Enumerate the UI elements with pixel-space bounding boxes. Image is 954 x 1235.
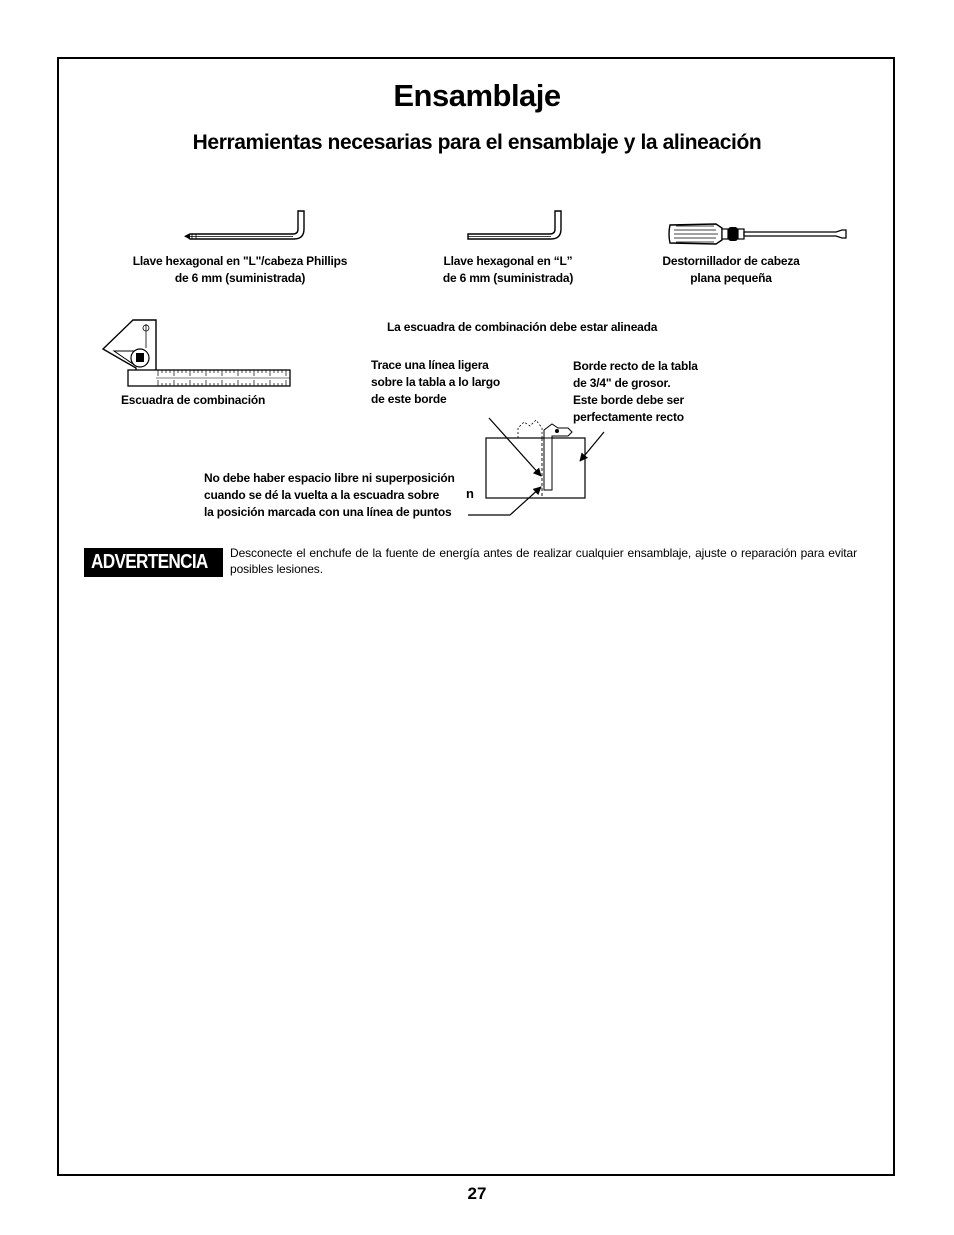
hex-key-label: Llave hexagonal en “L” de 6 mm (suministrada) (442, 254, 574, 285)
page-title: Ensamblaje (393, 78, 561, 113)
warning-text: Desconecte el enchufe de la fuente de energía antes de realizar cualquier ensamblaje, ajuste o reparación para evitar posibles lesiones. (230, 546, 857, 576)
marker-label: n (466, 486, 474, 501)
page-subtitle: Herramientas necesarias para el ensamblaje y la alineación (192, 131, 762, 154)
warning-badge (84, 548, 223, 577)
hex-key-phillips-label: Llave hexagonal en "L"/cabeza Phillips de 6 mm (suministrada) (132, 254, 348, 285)
page-number: 27 (467, 1184, 487, 1203)
trace-line-note: Trace una línea ligera sobre la tabla a lo largo de este borde (371, 358, 501, 406)
combination-square-label: Escuadra de combinación (121, 393, 266, 407)
warning-badge-label: ADVERTENCIA (91, 551, 208, 573)
alignment-heading: La escuadra de combinación debe estar alineada (387, 320, 658, 334)
straight-edge-note: Borde recto de la tabla de 3/4" de grosor. Este borde debe ser perfectamente recto (573, 359, 698, 424)
no-gap-note: No debe haber espacio libre ni superposición cuando se dé la vuelta a la escuadra sobre la posición marcada con una línea de puntos (204, 471, 455, 519)
flat-screwdriver-label: Destornillador de cabeza plana pequeña (662, 254, 800, 285)
